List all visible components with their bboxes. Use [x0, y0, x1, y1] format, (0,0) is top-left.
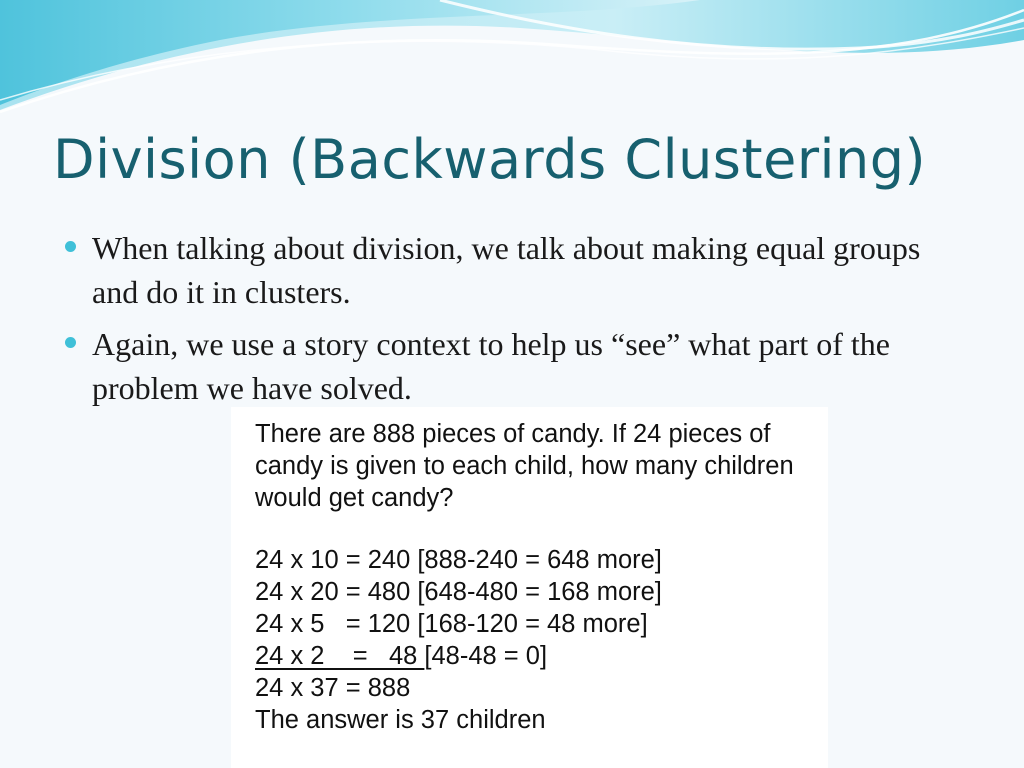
step-line: 24 x 5 = 120 [168-120 = 48 more] [255, 610, 648, 638]
underlined-step-main: 24 x 2 = 48 [255, 642, 425, 670]
total-line: 24 x 37 = 888 [255, 674, 411, 702]
underlined-step-rest: [48-48 = 0] [424, 642, 548, 670]
slide-title: Division (Backwards Clustering) [53, 128, 927, 191]
bullet-icon [65, 241, 76, 252]
bullet-text: Again, we use a story context to help us “see” what part of the problem we have solved. [92, 326, 890, 406]
clustering-steps [255, 544, 662, 736]
answer-line: The answer is 37 children [255, 706, 546, 734]
step-line: 24 x 10 = 240 [888-240 = 648 more] [255, 546, 662, 574]
bullet-item [62, 226, 962, 314]
worked-example-image [231, 407, 828, 768]
header-wave-decoration [0, 0, 1024, 130]
bullet-icon [65, 337, 76, 348]
word-problem-text: There are 888 pieces of candy. If 24 pieces of candy is given to each child, how many children would get candy? [255, 420, 794, 512]
step-line-underlined [255, 640, 662, 672]
bullet-list [62, 226, 962, 418]
bullet-item [62, 322, 962, 410]
bullet-text: When talking about division, we talk about making equal groups and do it in clusters. [92, 230, 921, 310]
step-line: 24 x 20 = 480 [648-480 = 168 more] [255, 578, 662, 606]
